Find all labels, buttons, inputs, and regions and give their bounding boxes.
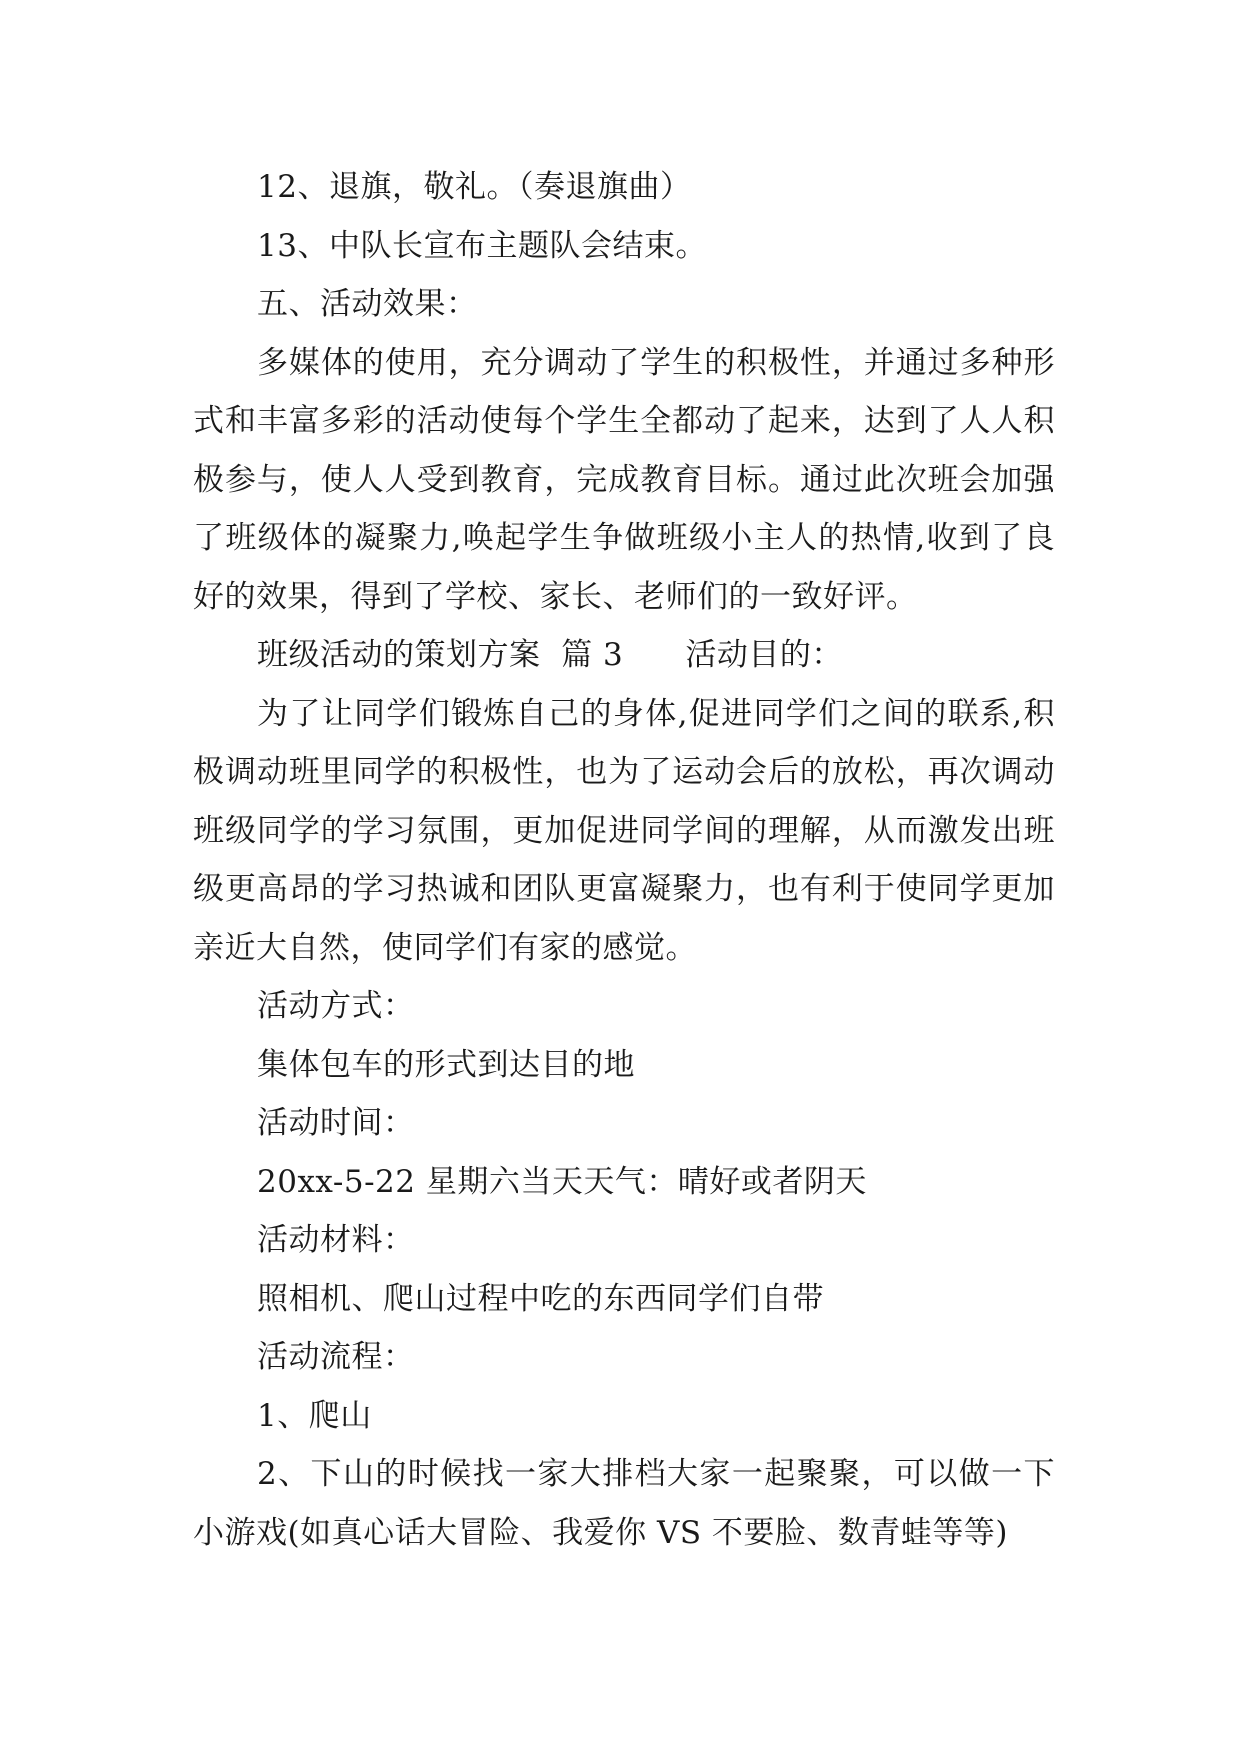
section-heading-effect: 五、活动效果： bbox=[257, 286, 478, 322]
paragraph-item-12: 12、退旗，敬礼。（奏退旗曲） bbox=[257, 169, 692, 205]
time-heading: 活动时间： bbox=[257, 1105, 415, 1141]
document-body bbox=[193, 158, 1055, 1562]
process-step-2: 2、下山的时候找一家大排档大家一起聚聚，可以做一下小游戏(如真心话大冒险、我爱你 VS 不要脸、数青蛙等等) bbox=[193, 1456, 1055, 1551]
part-3-heading: 班级活动的策划方案 篇 3 活动目的： bbox=[257, 637, 843, 673]
process-heading: 活动流程： bbox=[257, 1339, 415, 1375]
paragraph-effect-body: 多媒体的使用，充分调动了学生的积极性，并通过多种形式和丰富多彩的活动使每个学生全都动了起来，达到了人人积极参与，使人人受到教育，完成教育目标。通过此次班会加强了班级体的凝聚力,唤起学生争做班级小主人的热情,收到了良好的效果，得到了学校、家长、老师们的一致好评。 bbox=[193, 344, 1055, 615]
process-step-1: 1、爬山 bbox=[257, 1397, 372, 1434]
materials-heading: 活动材料： bbox=[257, 1222, 415, 1258]
paragraph-item-13: 13、中队长宣布主题队会结束。 bbox=[257, 227, 707, 264]
paragraph-method-body: 集体包车的形式到达目的地 bbox=[257, 1046, 635, 1083]
paragraph-time-body: 20xx-5-22 星期六当天天气：晴好或者阴天 bbox=[257, 1163, 867, 1200]
paragraph-purpose-body: 为了让同学们锻炼自己的身体,促进同学们之间的联系,积极调动班里同学的积极性，也为了运动会后的放松，再次调动班级同学的学习氛围，更加促进同学间的理解，从而激发出班级更高昂的学习热诚和团队更富凝聚力，也有利于使同学更加亲近大自然，使同学们有家的感觉。 bbox=[193, 695, 1055, 966]
paragraph-materials-body: 照相机、爬山过程中吃的东西同学们自带 bbox=[257, 1280, 824, 1317]
method-heading: 活动方式： bbox=[257, 988, 415, 1024]
